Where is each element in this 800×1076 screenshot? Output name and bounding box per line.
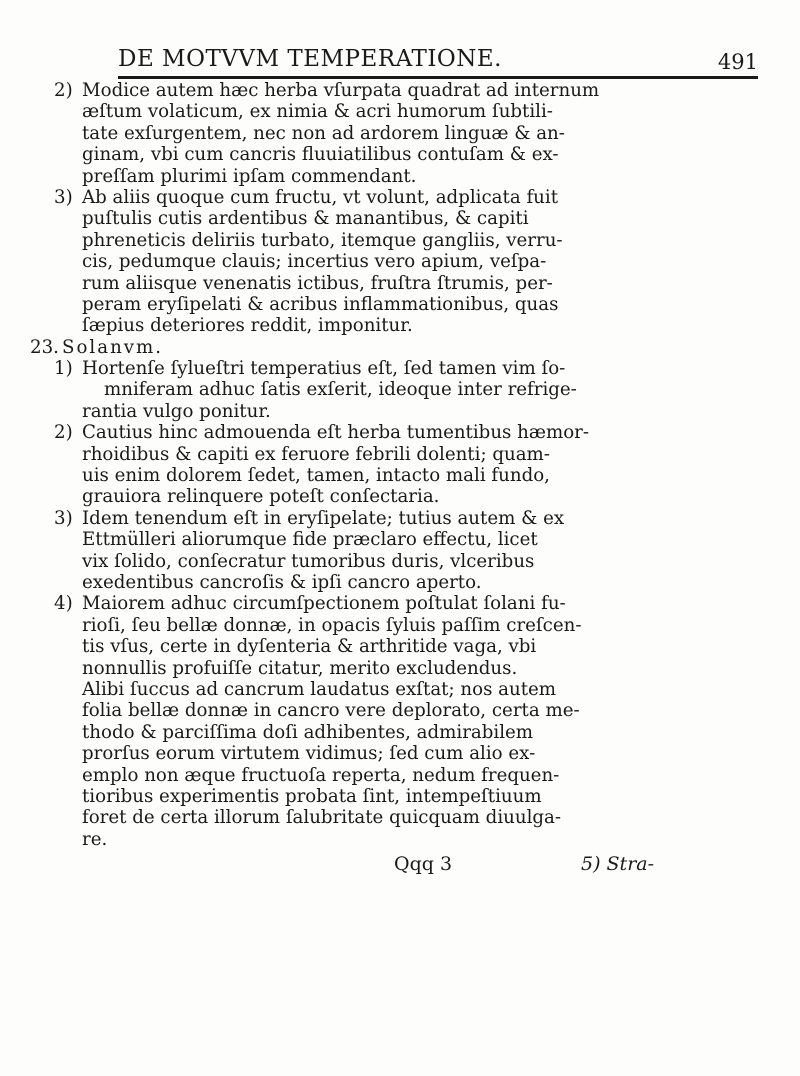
line-text: foret de certa illorum ſalubritate quicquam diuulga- <box>82 807 562 829</box>
line-text: cis, pedumque clauis; incertius vero apium, veſpa- <box>82 251 547 273</box>
text-line <box>54 401 774 422</box>
line-text: preſſam plurimi ipſam commendant. <box>82 165 417 187</box>
text-line <box>54 743 774 764</box>
line-text: phreneticis deliriis turbato, itemque gangliis, verru- <box>82 229 563 251</box>
line-text: rantia vulgo ponitur. <box>82 400 271 422</box>
text-line <box>54 700 774 721</box>
line-text: Modice autem hæc herba vſurpata quadrat ad internum <box>82 80 600 101</box>
text-line <box>54 166 774 187</box>
line-text: re. <box>82 828 108 850</box>
text-line <box>54 829 774 850</box>
paragraph <box>54 508 774 594</box>
paragraph-number: 3) <box>54 186 73 208</box>
text-line <box>54 230 774 251</box>
line-text: Hortenſe ſylueſtri temperatius eſt, ſed tamen vim ſo- <box>82 358 566 380</box>
line-text: Cautius hinc admouenda eſt herba tumentibus hæmor- <box>82 422 589 444</box>
line-text: rhoidibus & capiti ex feruore febrili dolenti; quam- <box>82 443 550 465</box>
text-line <box>54 572 774 593</box>
line-text: grauiora relinquere poteſt conſectaria. <box>82 486 440 508</box>
paragraph-number: 2) <box>54 80 73 101</box>
text-line <box>54 508 774 529</box>
page-number: 491 <box>717 50 758 74</box>
paragraph-number: 2) <box>54 422 73 444</box>
text-line <box>54 294 774 315</box>
text-line <box>54 101 774 122</box>
running-title: DE MOTVVM TEMPERATIONE. <box>118 46 502 72</box>
text-line <box>54 658 774 679</box>
line-text: Ab aliis quoque cum fructu, vt volunt, adplicata fuit <box>82 186 559 208</box>
line-text: rum aliisque venenatis ictibus, fruſtra ſtrumis, per- <box>82 272 553 294</box>
line-text: æſtum volaticum, ex nimia & acri humorum ſubtili- <box>82 101 553 123</box>
text-line <box>54 786 774 807</box>
text-line <box>54 636 774 657</box>
text-line <box>54 379 774 400</box>
text-line <box>54 807 774 828</box>
line-text: peram eryſipelati & acribus inflammationibus, quas <box>82 293 559 315</box>
text-line <box>54 765 774 786</box>
line-text: Alibi ſuccus ad cancrum laudatus exſtat; nos autem <box>82 678 557 700</box>
text-line <box>54 315 774 336</box>
text-line <box>54 486 774 507</box>
line-text: mniferam adhuc ſatis exſerit, ideoque inter refrige- <box>104 379 577 401</box>
line-text: nonnullis profuiſſe citatur, merito excludendus. <box>82 657 518 679</box>
text-line <box>54 465 774 486</box>
line-text: folia bellæ donnæ in cancro vere deplorato, certa me- <box>82 700 580 722</box>
text-line <box>54 593 774 614</box>
text-line <box>54 123 774 144</box>
catchword: 5) Stra- <box>581 853 655 876</box>
text-line <box>54 273 774 294</box>
text-line <box>54 551 774 572</box>
section-number: 23. <box>30 336 59 358</box>
text-line <box>54 187 774 208</box>
line-text: tate exſurgentem, nec non ad ardorem linguæ & an- <box>82 122 565 144</box>
paragraph-number: 1) <box>54 358 73 380</box>
text-line <box>54 144 774 165</box>
paragraph <box>54 422 774 508</box>
text-line <box>54 679 774 700</box>
paragraph <box>54 358 774 422</box>
line-text: rioſi, ſeu bellæ donnæ, in opacis ſyluis paſſim creſcen- <box>82 614 582 636</box>
section-title: Solanvm. <box>62 336 164 358</box>
line-text: vix ſolido, conſecratur tumoribus duris, vlceribus <box>82 550 535 572</box>
line-text: Ettmülleri aliorumque fide præclaro effectu, licet <box>82 529 538 551</box>
line-text: ſæpius deteriores reddit, imponitur. <box>82 315 413 337</box>
paragraph <box>54 80 774 187</box>
paragraph <box>54 187 774 337</box>
section-heading <box>30 336 774 358</box>
line-text: Maiorem adhuc circumſpectionem poſtulat ſolani fu- <box>82 593 566 615</box>
text-line <box>54 722 774 743</box>
page-header <box>118 40 758 80</box>
line-text: thodo & parciſſima doſi adhibentes, admirabilem <box>82 721 534 743</box>
line-text: tioribus experimentis probata ſint, intempeſtiuum <box>82 785 542 807</box>
signature-mark: Qqq 3 <box>394 853 453 876</box>
text-line <box>54 208 774 229</box>
text-body <box>30 80 774 880</box>
line-text: puſtulis cutis ardentibus & manantibus, & capiti <box>82 208 529 230</box>
text-line <box>54 615 774 636</box>
paragraph-number: 4) <box>54 593 73 615</box>
paragraph <box>54 593 774 850</box>
header-rule <box>118 76 758 79</box>
line-text: tis vſus, certe in dyſenteria & arthritide vaga, vbi <box>82 636 537 658</box>
line-text: uis enim dolorem ſedet, tamen, intacto mali fundo, <box>82 465 550 487</box>
text-line <box>54 80 774 101</box>
text-line <box>54 358 774 379</box>
text-line <box>54 251 774 272</box>
footer-row <box>54 850 774 878</box>
page-footer <box>54 850 774 880</box>
line-text: ginam, vbi cum cancris fluuiatilibus contuſam & ex- <box>82 144 559 166</box>
line-text: Idem tenendum eſt in eryſipelate; tutius autem & ex <box>82 507 565 529</box>
line-text: exedentibus cancroſis & ipſi cancro aperto. <box>82 571 482 593</box>
text-line <box>54 444 774 465</box>
text-line <box>54 529 774 550</box>
paragraph-number: 3) <box>54 507 73 529</box>
line-text: prorſus eorum virtutem vidimus; ſed cum alio ex- <box>82 743 536 765</box>
text-line <box>54 422 774 443</box>
line-text: emplo non æque fructuoſa reperta, nedum frequen- <box>82 764 560 786</box>
